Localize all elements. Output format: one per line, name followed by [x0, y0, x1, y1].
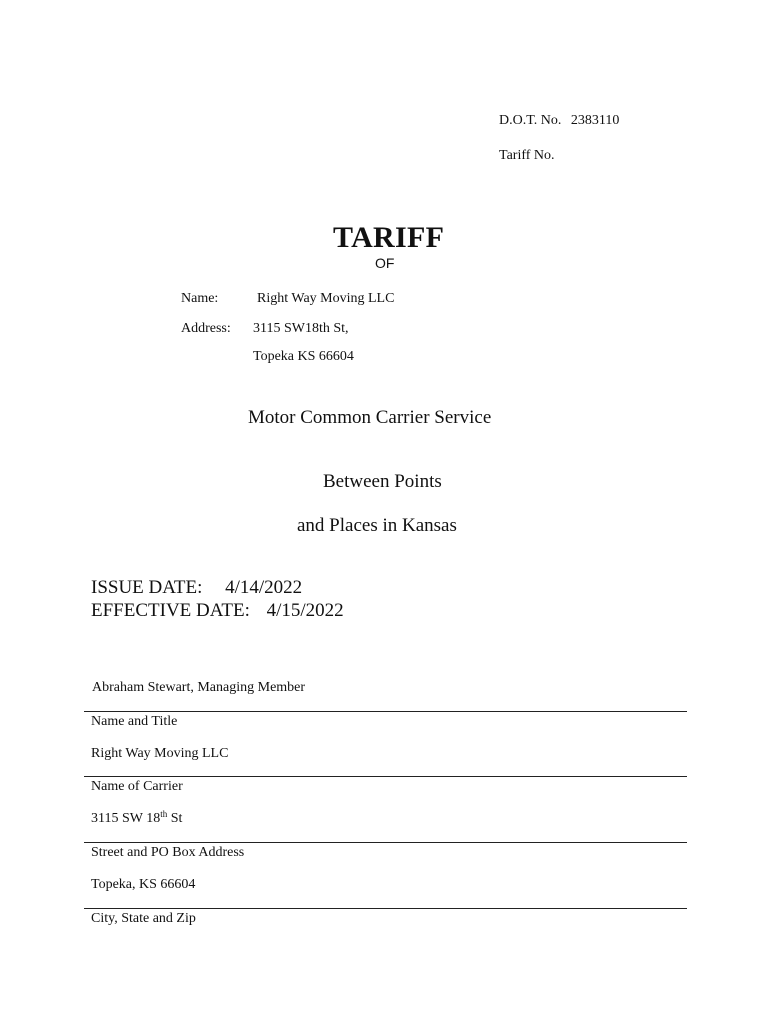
city-state-zip-label: City, State and Zip — [91, 911, 196, 926]
street-address-value — [91, 809, 183, 826]
issue-date-value: 4/14/2022 — [225, 577, 303, 598]
street-address-label: Street and PO Box Address — [91, 845, 245, 860]
document-subtitle: OF — [375, 255, 395, 271]
city-state-zip-value: Topeka, KS 66604 — [91, 877, 196, 892]
service-between-points: Between Points — [323, 471, 442, 492]
carrier-address-label: Address: — [181, 321, 231, 336]
effective-date-value: 4/15/2022 — [266, 600, 344, 621]
carrier-name-field-label: Name of Carrier — [91, 779, 183, 794]
issue-date-line — [91, 578, 302, 597]
service-places: and Places in Kansas — [297, 515, 457, 536]
street-address-number: 3115 SW 18 — [91, 811, 161, 826]
document-title: TARIFF — [333, 221, 445, 254]
carrier-address-line-1: 3115 SW18th St, — [253, 321, 349, 336]
effective-date-line — [91, 601, 344, 620]
carrier-name-field-value: Right Way Moving LLC — [91, 746, 229, 761]
signature-divider-3 — [84, 842, 687, 843]
signature-divider-4 — [84, 908, 687, 909]
tariff-number-label: Tariff No. — [499, 148, 555, 163]
dot-number-value: 2383110 — [570, 113, 620, 128]
carrier-name-value: Right Way Moving LLC — [257, 291, 395, 306]
signatory-name-title-label: Name and Title — [91, 714, 178, 729]
service-description: Motor Common Carrier Service — [248, 407, 492, 428]
carrier-address-line-2: Topeka KS 66604 — [253, 349, 354, 364]
signatory-name-title-value: Abraham Stewart, Managing Member — [92, 680, 306, 695]
dot-number-line — [499, 114, 619, 128]
signature-divider-2 — [84, 776, 687, 777]
street-address-suffix: St — [167, 811, 183, 826]
issue-date-label: ISSUE DATE: — [91, 577, 203, 598]
street-address-ordinal: th — [160, 809, 168, 819]
signature-divider-1 — [84, 711, 687, 712]
effective-date-label: EFFECTIVE DATE: — [91, 600, 250, 621]
carrier-name-label: Name: — [181, 291, 219, 306]
dot-number-label: D.O.T. No. — [499, 113, 562, 128]
